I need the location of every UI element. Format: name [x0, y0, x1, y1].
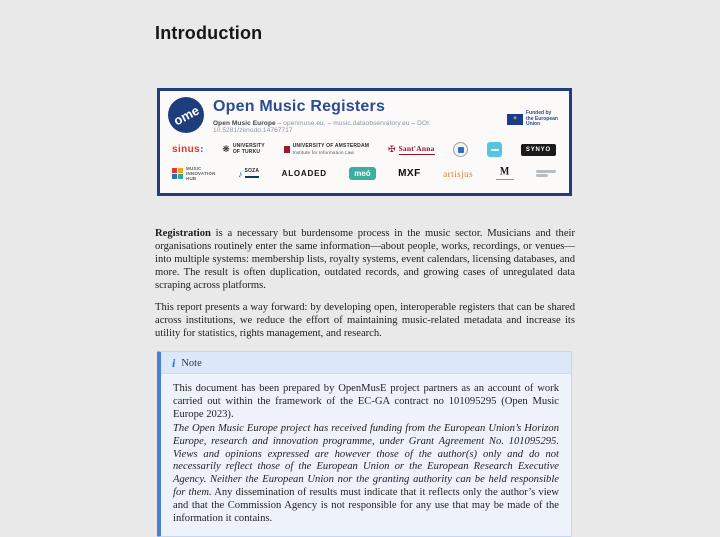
soza-logo: ♪ SOZA [238, 168, 260, 179]
santanna-logo: ✠ Sant'Anna [387, 143, 435, 154]
turku-emblem-icon: ❋ [222, 144, 230, 154]
music-note-icon: ♪ [238, 168, 243, 179]
round-emblem-logo [453, 142, 468, 157]
eu-flag-icon: ✶ [507, 114, 523, 125]
santanna-crest-icon: ✠ [387, 144, 396, 154]
note-dissemination: Any dissemination of results must indicate that it reflects only the author’s view and that the Commission Agency is not responsible for any use that may be made of the information it contains. [173, 487, 559, 525]
note-paragraph-1: This document has been prepared by OpenMusE project partners as an account of work carried out within the framework of the EC-GA contract no 101095295 (Open Music Europe 2023). [173, 383, 559, 420]
paragraph-way-forward: This report presents a way forward: by developing open, interoperable registers that can be shared across institutions, we reduce the effort of maintaining music-related metadata and increase its utility for statistics, rights management, and research. [155, 302, 575, 339]
doi-link[interactable]: DOI: 10.5281/zenodo.14767717 [213, 120, 431, 134]
partner-logos-row-2 [168, 166, 560, 181]
music-innovation-hub-logo: MUSIC INNOVATION HUB [172, 166, 216, 181]
uva-crest-icon [284, 146, 290, 153]
cyan-square-logo [487, 142, 502, 157]
mountain-monogram-logo: M [496, 167, 514, 180]
banner-title: Open Music Registers [213, 98, 386, 115]
aloaded-logo: ALOADED [281, 169, 327, 178]
note-body [161, 374, 571, 536]
note-paragraph-2 [173, 423, 559, 526]
banner-header [168, 97, 560, 134]
banner-subtitle: Open Music Europe – openmuse.eu. – music.dataobservatory.eu – DOI: 10.5281/zenodo.14767717 [213, 120, 431, 134]
dataobservatory-link[interactable]: music.dataobservatory.eu [333, 120, 410, 127]
artisjus-logo: artisjus [443, 168, 474, 179]
document-page [155, 0, 575, 537]
paragraph-registration: Registration is a necessary but burdensome process in the music sector. Musicians and their organisations routinely enter the same information—about people, works, recordings, or venues—into multiple systems: membership lists, royalty systems, event calendars, licensing databases, and more. The result is often duplication, outdated records, and growing cases of unregulated data scraping across platforms. [155, 228, 575, 291]
note-title: Note [181, 357, 202, 369]
info-icon: i [172, 356, 176, 370]
note-funding-disclaimer: The Open Music Europe project has received funding from the European Union’s Horizon Europe, research and innovation programme, under Grant Agreement No. 101095295. Views and opinions expressed are however those of the author(s) only and do not necessarily reflect those of the European Union or the European Research Executive Agency. Neither the European Union nor the granting authority can be held responsible for them. [173, 422, 559, 499]
open-music-registers-banner [157, 88, 572, 196]
partner-logos-row-1 [168, 142, 560, 157]
ome-logo-icon: ome [168, 97, 204, 133]
sinus-logo: sinus : [172, 144, 204, 155]
university-of-turku-logo: ❋ UNIVERSITY OF TURKU [222, 142, 265, 155]
banner-project-name: Open Music Europe [213, 120, 276, 127]
script-logo [536, 170, 556, 178]
openmuse-link[interactable]: openmuse.eu. [283, 120, 326, 127]
note-header [161, 352, 571, 374]
meo-logo: meó [349, 167, 375, 180]
mxf-logo: MXF [398, 168, 421, 179]
note-callout [157, 351, 572, 537]
lead-word: Registration [155, 228, 211, 239]
synyo-logo: SYNYO [521, 144, 556, 156]
page-title: Introduction [155, 23, 263, 43]
mih-squares-icon [172, 168, 183, 179]
university-of-amsterdam-logo: UNIVERSITY OF AMSTERDAM Institute for Information Law [284, 144, 370, 155]
eu-funding-badge: ✶ Funded by the European Union [507, 111, 560, 128]
